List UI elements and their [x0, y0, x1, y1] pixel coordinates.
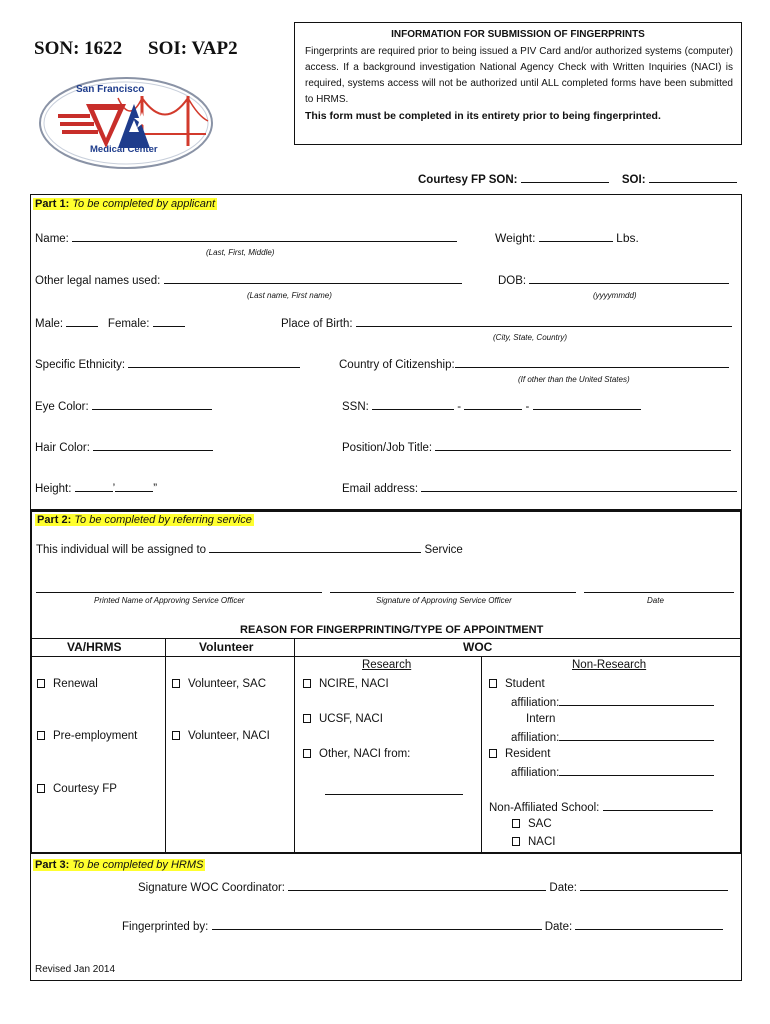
ssn-label: SSN:: [342, 401, 369, 413]
part2-sublabel: To be completed by referring service: [74, 514, 252, 526]
other-names-hint: (Last name, First name): [247, 291, 332, 300]
info-box-body: Fingerprints are required prior to being issued a PIV Card and/or authorized systems (computer) access. If a background investigation National Agency Check with Written Inquiries (NACI) is required, systems access will not be authorized until ALL completed forms have been submitted to HRMS.: [305, 46, 733, 105]
fp-date-field[interactable]: [575, 919, 723, 930]
intern-affiliation-row: [511, 730, 714, 744]
reason-table-header-rule: [30, 656, 742, 657]
opt-nonaff-naci-label: NACI: [528, 836, 556, 848]
reason-title: REASON FOR FINGERPRINTING/TYPE OF APPOINTMENT: [240, 624, 544, 636]
courtesy-son-field[interactable]: [521, 172, 609, 183]
opt-pre-employment[interactable]: [37, 730, 137, 742]
sex-row: [35, 316, 185, 330]
research-header: Research: [362, 659, 412, 671]
checkbox[interactable]: [37, 679, 45, 688]
name-hint: (Last, First, Middle): [206, 248, 275, 257]
dob-field[interactable]: [529, 273, 729, 284]
woc-date-label: Date:: [549, 882, 577, 894]
nonaff-field[interactable]: [603, 800, 713, 811]
name-field[interactable]: [72, 231, 457, 242]
birthplace-row: [281, 316, 732, 330]
name-row: [35, 231, 457, 245]
female-field[interactable]: [153, 316, 185, 327]
opt-student[interactable]: [489, 678, 545, 690]
part1-label-text: Part 1:: [35, 198, 70, 210]
male-field[interactable]: [66, 316, 98, 327]
citizenship-row: [339, 357, 729, 371]
checkbox[interactable]: [37, 731, 45, 740]
fp-date-label: Date:: [544, 921, 573, 933]
opt-volunteer-naci-label: Volunteer, NACI: [188, 730, 270, 742]
position-row: [342, 440, 731, 454]
courtesy-soi-field[interactable]: [649, 172, 737, 183]
checkbox[interactable]: [303, 749, 311, 758]
courtesy-soi-label: SOI:: [621, 174, 646, 186]
other-names-label: Other legal names used:: [35, 275, 161, 287]
checkbox[interactable]: [172, 679, 180, 688]
part2-label: [35, 514, 254, 526]
student-affiliation-label: affiliation:: [511, 697, 560, 709]
name-label: Name:: [35, 233, 69, 245]
nonaff-label: Non-Affiliated School:: [489, 802, 600, 814]
checkbox[interactable]: [172, 731, 180, 740]
checkbox[interactable]: [303, 714, 311, 723]
opt-renewal[interactable]: [37, 678, 98, 690]
other-names-field[interactable]: [164, 273, 462, 284]
ssn-field-2[interactable]: [464, 399, 522, 410]
opt-resident[interactable]: [489, 748, 550, 760]
opt-volunteer-sac-label: Volunteer, SAC: [188, 678, 266, 690]
hair-row: [35, 440, 213, 454]
approving-name-caption: Printed Name of Approving Service Officer: [94, 596, 245, 605]
eye-label: Eye Color:: [35, 401, 89, 413]
weight-field[interactable]: [539, 231, 613, 242]
opt-other[interactable]: [303, 748, 410, 760]
col-vahrms: VA/HRMS: [67, 640, 122, 654]
part3-label-text: Part 3:: [35, 859, 70, 871]
opt-nonaff-sac-label: SAC: [528, 818, 552, 830]
nonresearch-header: Non-Research: [572, 659, 647, 671]
opt-ucsf[interactable]: [303, 713, 383, 725]
dob-row: [498, 273, 729, 287]
approving-signature-caption: Signature of Approving Service Officer: [376, 596, 512, 605]
woc-signature-field[interactable]: [288, 880, 546, 891]
citizenship-hint: (If other than the United States): [518, 375, 630, 384]
logo-bottom-text: Medical Center: [90, 144, 158, 155]
assigned-row: [36, 542, 463, 556]
opt-volunteer-sac[interactable]: [172, 678, 266, 690]
opt-other-label: Other, NACI from:: [319, 748, 411, 760]
opt-ucsf-label: UCSF, NACI: [319, 713, 383, 725]
part3-label: [33, 859, 205, 871]
opt-renewal-label: Renewal: [53, 678, 98, 690]
citizenship-field[interactable]: [455, 357, 729, 368]
part1-sublabel: To be completed by applicant: [72, 198, 216, 210]
hair-field[interactable]: [93, 440, 213, 451]
email-row: [342, 481, 737, 495]
assigned-service-field[interactable]: [209, 542, 421, 553]
soi-heading: SOI: VAP2: [148, 38, 238, 59]
ssn-row: SSN: - -: [342, 399, 641, 413]
ssn-field-3[interactable]: [533, 399, 641, 410]
birthplace-hint: (City, State, Country): [493, 333, 568, 342]
assigned-prefix: This individual will be assigned to: [36, 544, 207, 556]
hair-label: Hair Color:: [35, 442, 90, 454]
courtesy-fp-row: [418, 172, 737, 186]
opt-student-label: Student: [505, 678, 545, 690]
weight-row: [495, 231, 639, 245]
assigned-suffix: Service: [424, 544, 463, 556]
opt-nonaff-sac[interactable]: [512, 818, 552, 830]
resident-affiliation-field[interactable]: [559, 765, 714, 776]
citizenship-label: Country of Citizenship:: [339, 359, 455, 371]
approving-date-field[interactable]: [584, 583, 734, 593]
son-heading: SON: 1622: [34, 38, 123, 59]
courtesy-son-label: Courtesy FP SON:: [418, 174, 518, 186]
position-label: Position/Job Title:: [342, 442, 433, 454]
woc-date-field[interactable]: [580, 880, 728, 891]
intern-affiliation-label: affiliation:: [511, 732, 560, 744]
height-inches-field[interactable]: [115, 481, 153, 492]
approving-name-field[interactable]: [36, 583, 322, 593]
opt-nonaff-naci[interactable]: [512, 836, 555, 848]
lbs-label: Lbs.: [616, 231, 639, 245]
woc-signature-row: [138, 880, 728, 894]
opt-pre-employment-label: Pre-employment: [53, 730, 138, 742]
reason-divider-2: [294, 638, 295, 852]
student-affiliation-row: [511, 695, 714, 709]
reason-divider-1: [165, 638, 166, 852]
height-label: Height:: [35, 483, 72, 495]
eye-field[interactable]: [92, 399, 212, 410]
student-affiliation-field[interactable]: [559, 695, 714, 706]
nonaff-row: [489, 800, 713, 814]
opt-resident-label: Resident: [505, 748, 551, 760]
birthplace-field[interactable]: [356, 316, 732, 327]
weight-label: Weight:: [495, 231, 536, 245]
birthplace-label: Place of Birth:: [281, 318, 353, 330]
ethnicity-field[interactable]: [128, 357, 300, 368]
ethnicity-row: [35, 357, 300, 371]
intern-label: Intern: [526, 713, 556, 725]
opt-ncire-label: NCIRE, NACI: [319, 678, 389, 690]
part3-box: [30, 853, 742, 981]
info-box: [294, 22, 742, 145]
part1-label: [33, 198, 217, 210]
part2-label-text: Part 2:: [37, 514, 72, 526]
part3-sublabel: To be completed by HRMS: [72, 859, 204, 871]
reason-table-top: [30, 638, 742, 639]
other-names-row: [35, 273, 462, 287]
fingerprinted-by-field[interactable]: [212, 919, 542, 930]
col-volunteer: Volunteer: [199, 640, 254, 654]
eye-row: [35, 399, 212, 413]
height-row: Height: ’ ”: [35, 483, 158, 495]
intern-affiliation-field[interactable]: [559, 730, 714, 741]
checkbox[interactable]: [512, 819, 520, 828]
ethnicity-label: Specific Ethnicity:: [35, 359, 126, 371]
checkbox[interactable]: [37, 784, 45, 793]
female-label: Female:: [107, 318, 150, 330]
email-label: Email address:: [342, 483, 419, 495]
opt-volunteer-naci[interactable]: [172, 730, 270, 742]
info-box-note: This form must be completed in its entirety prior to being fingerprinted.: [305, 110, 661, 122]
va-logo: [38, 76, 214, 170]
dob-label: DOB:: [498, 275, 527, 287]
checkbox[interactable]: [303, 679, 311, 688]
col-woc: WOC: [463, 640, 493, 654]
approving-signature-field[interactable]: [330, 583, 576, 593]
info-box-title: INFORMATION FOR SUBMISSION OF FINGERPRINTS: [391, 29, 645, 40]
revised-note: Revised Jan 2014: [35, 964, 116, 975]
other-naci-field[interactable]: [325, 785, 463, 795]
fingerprinted-by-row: [122, 919, 723, 933]
logo-top-text: San Francisco: [76, 84, 145, 95]
checkbox[interactable]: [489, 749, 497, 758]
opt-courtesy-fp-label: Courtesy FP: [53, 783, 117, 795]
opt-ncire[interactable]: [303, 678, 389, 690]
checkbox[interactable]: [489, 679, 497, 688]
fingerprinted-by-label: Fingerprinted by:: [122, 921, 209, 933]
approving-date-caption: Date: [647, 596, 664, 605]
checkbox[interactable]: [512, 837, 520, 846]
position-field[interactable]: [435, 440, 731, 451]
resident-affiliation-row: [511, 765, 714, 779]
email-field[interactable]: [421, 481, 737, 492]
reason-divider-3: [481, 656, 482, 852]
ssn-field-1[interactable]: [372, 399, 454, 410]
woc-signature-label: Signature WOC Coordinator:: [138, 882, 286, 894]
male-label: Male:: [35, 318, 64, 330]
opt-courtesy-fp[interactable]: [37, 783, 117, 795]
dob-hint: (yyyymmdd): [593, 291, 637, 300]
resident-affiliation-label: affiliation:: [511, 767, 560, 779]
height-feet-field[interactable]: [75, 481, 113, 492]
